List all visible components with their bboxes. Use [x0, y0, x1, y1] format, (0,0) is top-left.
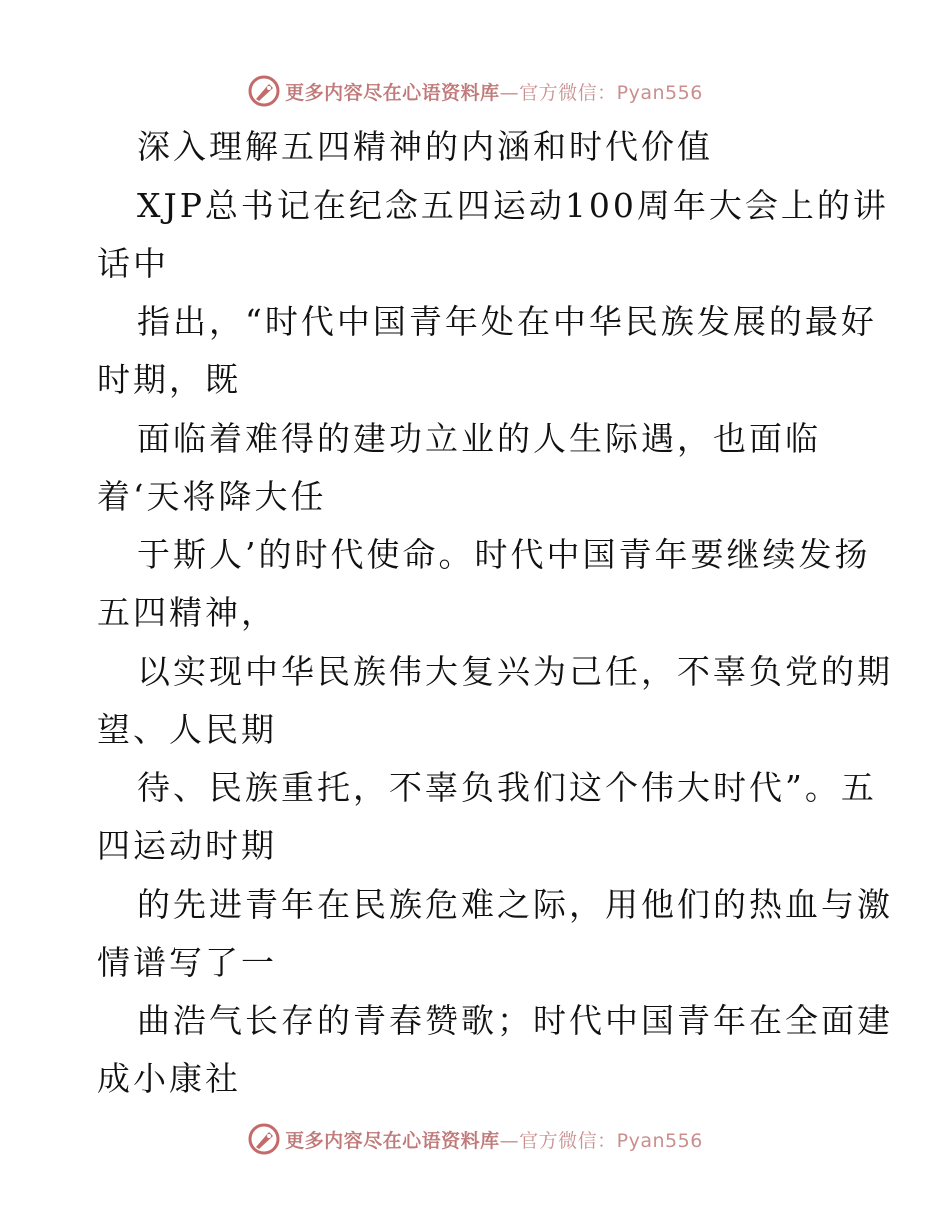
pen-nib-circle-icon — [247, 1122, 281, 1156]
text-line: 情谱写了一 — [97, 943, 277, 982]
watermark-header — [0, 66, 950, 116]
text-line: 待、民族重托，不辜负我们这个伟大时代”。五 — [137, 768, 877, 807]
text-line: 话中 — [97, 244, 169, 283]
watermark-dash: — — [499, 1129, 520, 1152]
text-line: 成小康社 — [97, 1059, 241, 1098]
text-line: 指出，“时代中国青年处在中华民族发展的最好 — [137, 302, 877, 341]
text-line: 深入理解五四精神的内涵和时代价值 — [137, 127, 713, 166]
text-line: 望、人民期 — [97, 710, 277, 749]
text-line: 以实现中华民族伟大复兴为己任，不辜负党的期 — [137, 652, 893, 691]
watermark-dash: — — [499, 81, 520, 104]
text-line: 曲浩气长存的青春赞歌；时代中国青年在全面建 — [137, 1001, 893, 1040]
text-line: 于斯人’的时代使命。时代中国青年要继续发扬 — [137, 535, 871, 574]
watermark-text — [285, 1126, 703, 1153]
text-line: XJP总书记在纪念五四运动100周年大会上的讲 — [137, 186, 889, 225]
watermark-site: 更多内容尽在心语资料库 — [285, 1129, 500, 1152]
pen-nib-circle-icon — [247, 74, 281, 108]
watermark-contact: 官方微信：Pyan556 — [519, 1129, 703, 1152]
text-line: 四运动时期 — [97, 826, 277, 865]
watermark-site: 更多内容尽在心语资料库 — [285, 81, 500, 104]
text-line: 面临着难得的建功立业的人生际遇，也面临 — [137, 419, 821, 458]
watermark-footer — [0, 1114, 950, 1164]
text-line: 时期，既 — [97, 360, 241, 399]
text-line: 五四精神， — [97, 593, 277, 632]
text-line: 的先进青年在民族危难之际，用他们的热血与激 — [137, 885, 893, 924]
watermark-contact: 官方微信：Pyan556 — [519, 81, 703, 104]
watermark-text — [285, 78, 703, 105]
text-line: 着‘天将降大任 — [97, 477, 327, 516]
